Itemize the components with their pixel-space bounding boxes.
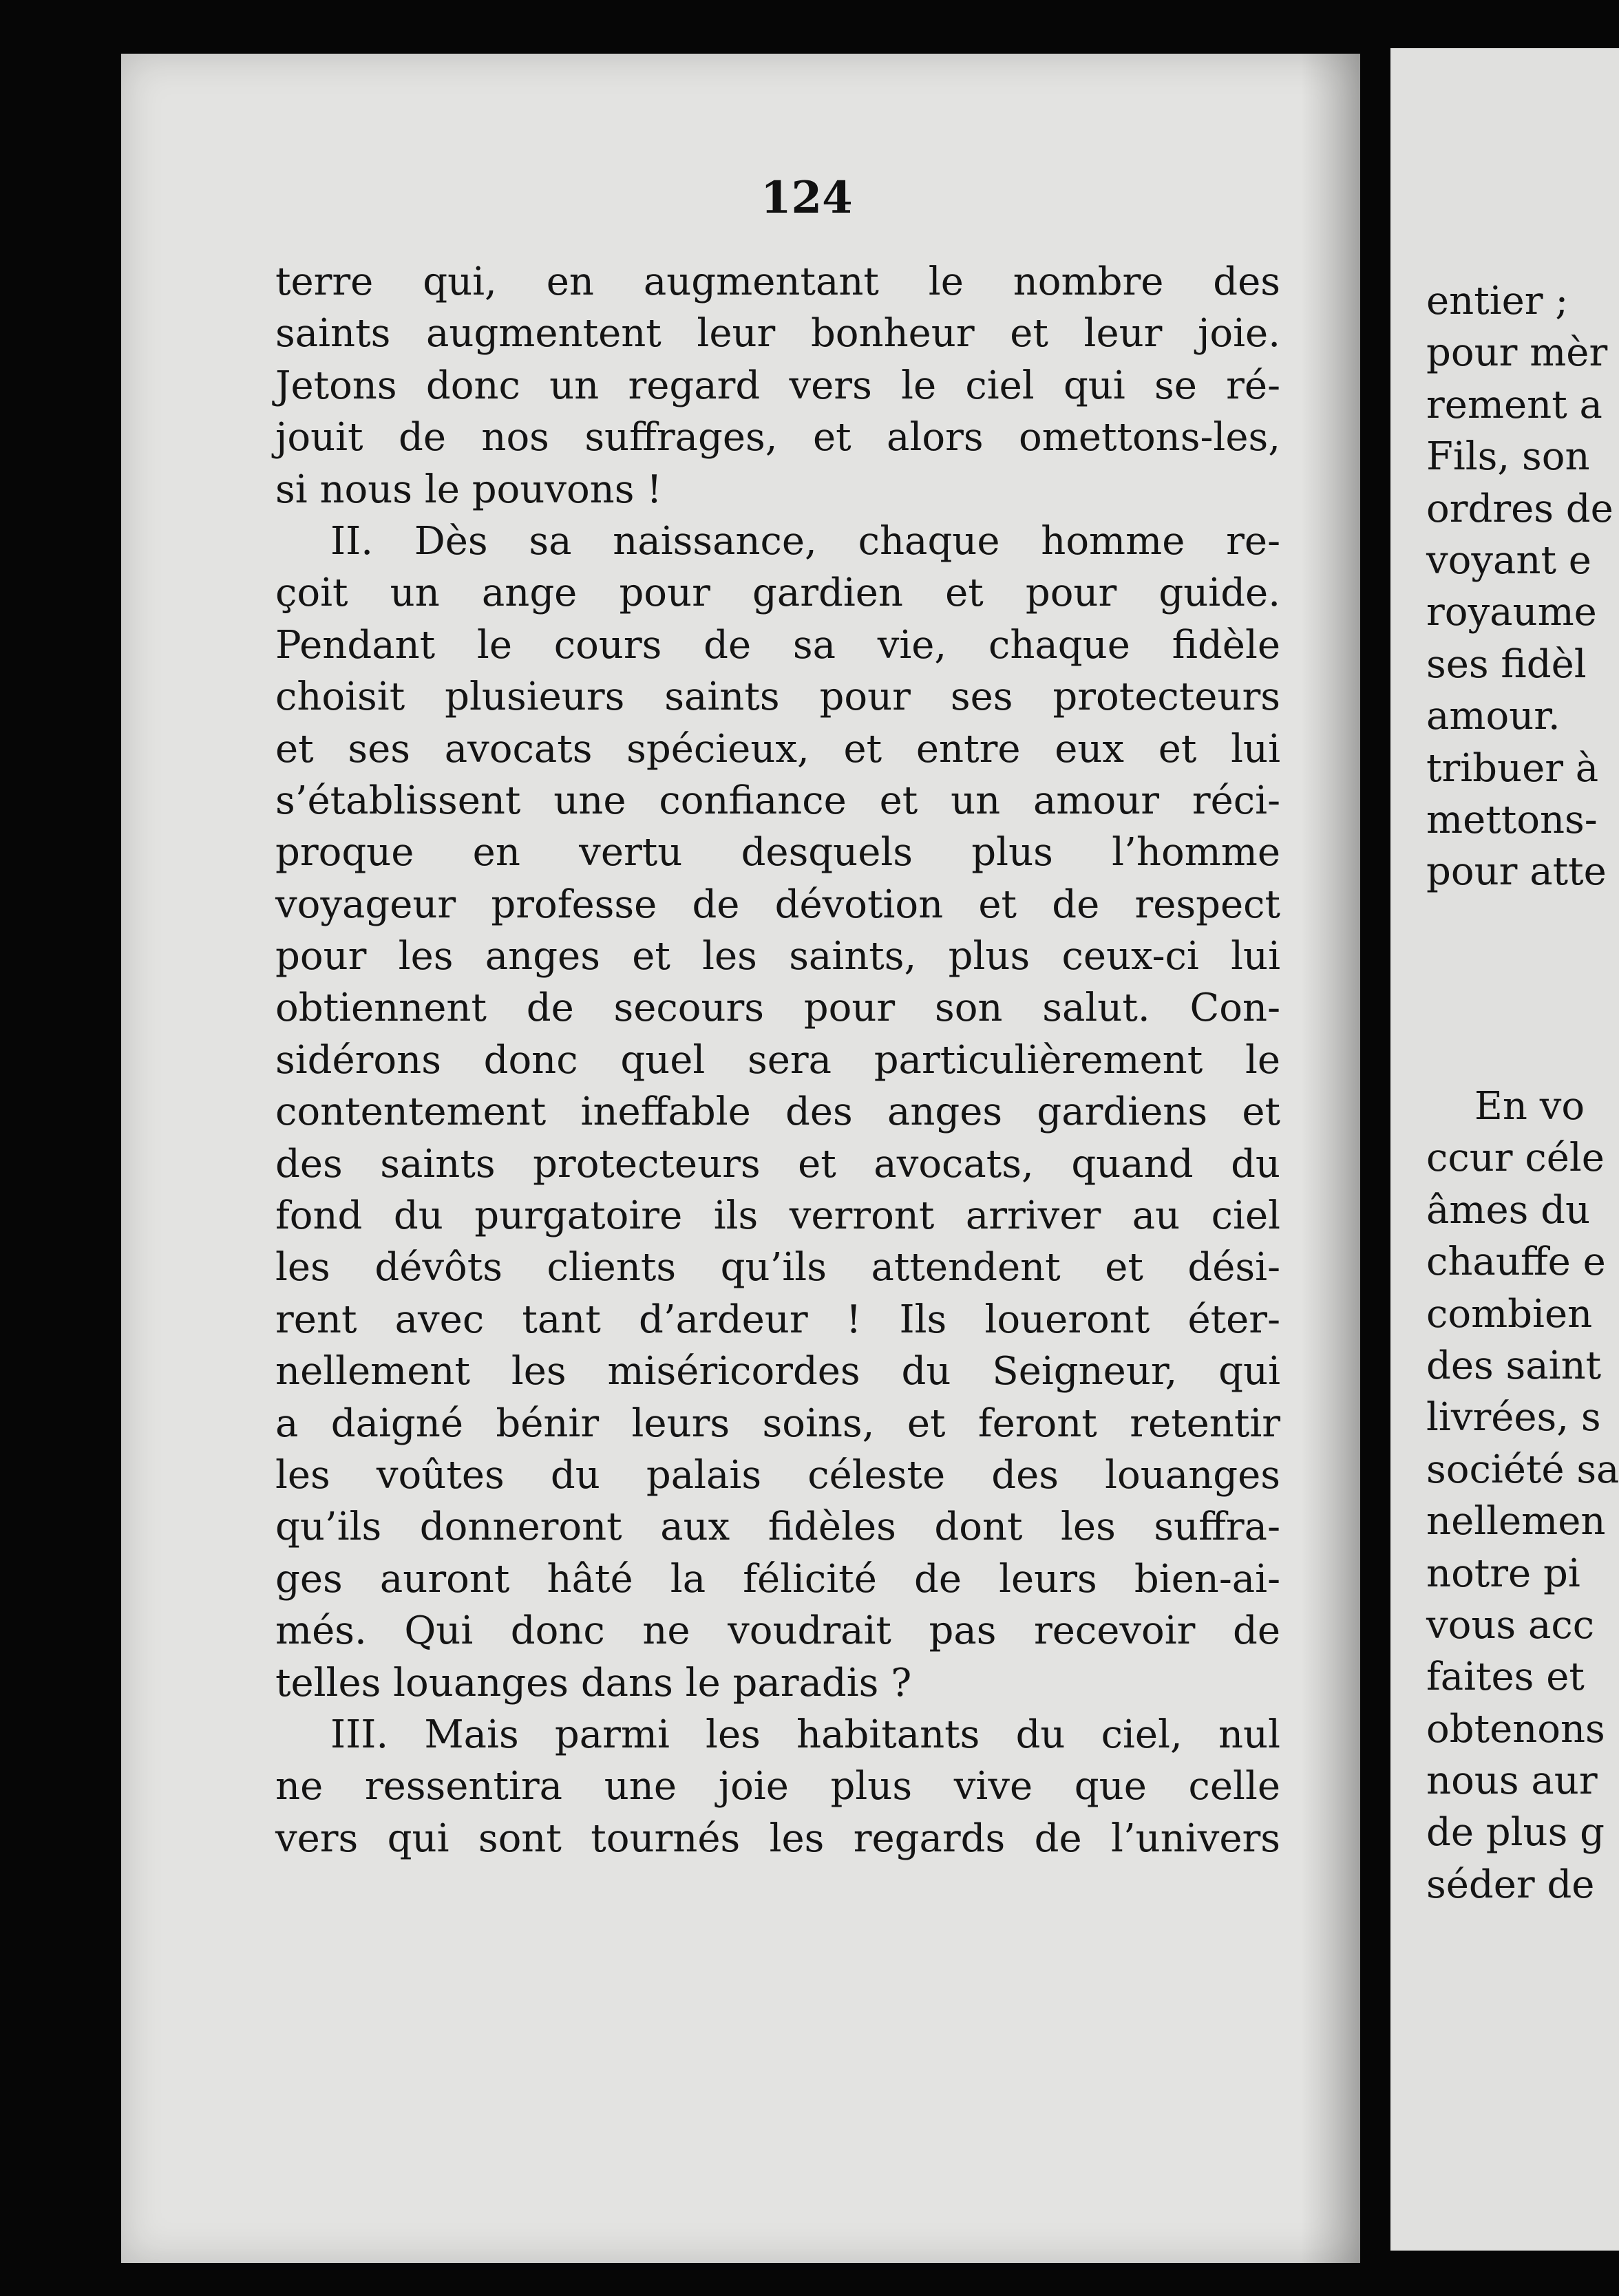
text-line: vers qui sont tournés les regards de l’univers bbox=[275, 1816, 1280, 1861]
right-text-line: combien bbox=[1426, 1291, 1593, 1337]
right-text-line: âmes du bbox=[1426, 1187, 1591, 1233]
text-line: pour les anges et les saints, plus ceux-ci lui bbox=[275, 934, 1280, 979]
text-line: choisit plusieurs saints pour ses protecteurs bbox=[275, 674, 1280, 720]
text-line: terre qui, en augmentant le nombre des bbox=[275, 259, 1280, 304]
text-line: proque en vertu desquels plus l’homme bbox=[275, 830, 1280, 875]
text-line: a daigné bénir leurs soins, et feront retentir bbox=[275, 1401, 1280, 1446]
text-line: Pendant le cours de sa vie, chaque fidèle bbox=[275, 622, 1280, 668]
right-text-line: ordres de bbox=[1426, 486, 1613, 531]
text-line: les voûtes du palais céleste des louanges bbox=[275, 1452, 1280, 1498]
text-line: saints augmentent leur bonheur et leur joie. bbox=[275, 311, 1280, 357]
text-line: II. Dès sa naissance, chaque homme re- bbox=[330, 518, 1280, 564]
right-text-line: tribuer à bbox=[1426, 745, 1599, 791]
text-line: et ses avocats spécieux, et entre eux et lui bbox=[275, 726, 1280, 772]
right-text-line: ccur céle bbox=[1426, 1136, 1605, 1181]
right-text-line: En vo bbox=[1474, 1084, 1585, 1129]
right-text-line: pour atte bbox=[1426, 849, 1607, 895]
right-text-line: livrées, s bbox=[1426, 1395, 1601, 1441]
right-page-text-top bbox=[1426, 275, 1613, 898]
right-text-line: pour mèr bbox=[1426, 330, 1608, 376]
text-line: ges auront hâté la félicité de leurs bien-ai- bbox=[275, 1556, 1280, 1602]
text-line: nellement les miséricordes du Seigneur, qui bbox=[275, 1349, 1280, 1394]
text-line: III. Mais parmi les habitants du ciel, nul bbox=[330, 1712, 1280, 1757]
text-line: més. Qui donc ne voudrait pas recevoir de bbox=[275, 1608, 1280, 1654]
right-text-line: entier ; bbox=[1426, 279, 1569, 323]
text-line: contentement ineffable des anges gardiens et bbox=[275, 1089, 1280, 1135]
text-line: fond du purgatoire ils verront arriver au ciel bbox=[275, 1193, 1280, 1239]
right-text-line: faites et bbox=[1426, 1655, 1585, 1700]
page-number: 124 bbox=[761, 172, 853, 224]
text-line: telles louanges dans le paradis ? bbox=[275, 1660, 912, 1705]
text-line: voyageur professe de dévotion et de respect bbox=[275, 882, 1280, 927]
text-line: sidérons donc quel sera particulièrement le bbox=[275, 1037, 1280, 1083]
text-line: rent avec tant d’ardeur ! Ils loueront éter- bbox=[275, 1297, 1280, 1342]
right-text-line: société sa bbox=[1426, 1447, 1619, 1492]
right-text-line: voyant e bbox=[1426, 538, 1591, 583]
right-text-line: chauffe e bbox=[1426, 1240, 1606, 1285]
right-text-line: royaume bbox=[1426, 590, 1597, 635]
right-text-line: vous acc bbox=[1426, 1602, 1595, 1648]
right-text-line: nous aur bbox=[1426, 1758, 1598, 1804]
text-line: ne ressentira une joie plus vive que celle bbox=[275, 1764, 1280, 1809]
right-text-line: amour. bbox=[1426, 694, 1560, 739]
text-line: si nous le pouvons ! bbox=[275, 467, 662, 512]
right-text-line: Fils, son bbox=[1426, 434, 1590, 480]
right-text-line: notre pi bbox=[1426, 1551, 1580, 1596]
text-line: les dévôts clients qu’ils attendent et dési- bbox=[275, 1245, 1280, 1290]
text-line: Jetons donc un regard vers le ciel qui se ré- bbox=[275, 363, 1280, 408]
right-text-line: de plus g bbox=[1426, 1810, 1605, 1856]
right-text-line: obtenons bbox=[1426, 1706, 1605, 1752]
right-text-line: séder de bbox=[1426, 1862, 1595, 1907]
text-line: jouit de nos suffrages, et alors omettons-les, bbox=[275, 415, 1280, 460]
right-page-text-bottom bbox=[1426, 1081, 1619, 1911]
right-text-line: mettons- bbox=[1426, 797, 1598, 842]
right-text-line: des saint bbox=[1426, 1343, 1602, 1388]
right-text-line: ses fidèl bbox=[1426, 641, 1587, 687]
right-text-line: nellemen bbox=[1426, 1499, 1606, 1544]
text-line: obtiennent de secours pour son salut. Con- bbox=[275, 986, 1280, 1031]
text-line: qu’ils donneront aux fidèles dont les suffra- bbox=[275, 1505, 1280, 1550]
text-line: s’établissent une confiance et un amour réci- bbox=[275, 778, 1280, 823]
text-line: çoit un ange pour gardien et pour guide. bbox=[275, 571, 1280, 616]
main-text-block bbox=[275, 256, 1280, 1864]
gutter-shadow bbox=[1301, 54, 1360, 2263]
right-text-line: rement a bbox=[1426, 382, 1602, 427]
text-line: des saints protecteurs et avocats, quand du bbox=[275, 1141, 1280, 1187]
